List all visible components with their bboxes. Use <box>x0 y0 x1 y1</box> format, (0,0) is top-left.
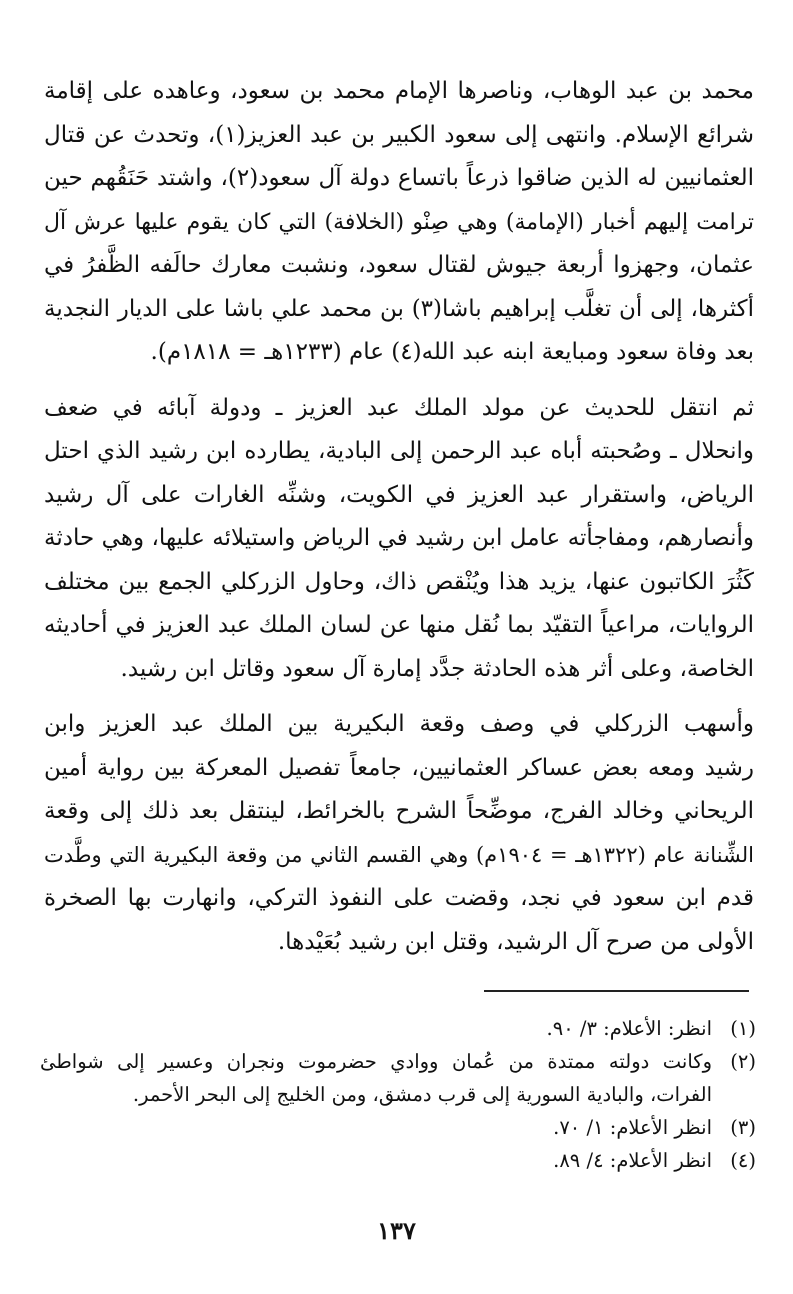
text-line: وانحلال ـ وصُحبته أباه عبد الرحمن إلى البادية، يطارده ابن رشيد الذي احتل <box>44 438 754 464</box>
text-line: الخاصة، وعلى أثر هذه الحادثة جدَّد إمارة آل سعود وقاتل ابن رشيد. <box>120 655 754 682</box>
text-line: رشيد ومعه بعض عساكر العثمانيين، جامعاً تفصيل المعركة بين رواية أمين <box>44 754 754 781</box>
footnote-separator <box>484 990 749 992</box>
footnote-number: (٣) <box>730 1116 756 1139</box>
text-line: ثم انتقل للحديث عن مولد الملك عبد العزيز ـ ودولة آبائه في ضعف <box>44 394 754 421</box>
footnote-line: وكانت دولته ممتدة من عُمان ووادي حضرموت ونجران وعسير إلى شواطئ <box>40 1050 712 1073</box>
text-line: الروايات، مراعياً التقيّد بما نُقل منها عن لسان الملك عبد العزيز في أحاديثه <box>44 612 754 638</box>
footnote-1 <box>40 1012 756 1045</box>
paragraph-gap <box>44 375 754 387</box>
book-page-body <box>44 70 754 964</box>
footnote-line: الفرات، والبادية السورية إلى قرب دمشق، ومن الخليج إلى البحر الأحمر. <box>132 1083 712 1106</box>
footnote-number: (٤) <box>730 1149 756 1172</box>
text-line: ترامت إليهم أخبار (الإمامة) وهي صِنْو (الخلافة) التي كان يقوم عليها عرش آل <box>44 209 754 235</box>
text-line: الريحاني وخالد الفرج، موضِّحاً الشرح بالخرائط، لينتقل بعد ذلك إلى وقعة <box>44 798 754 824</box>
text-line: عثمان، وجهزوا أربعة جيوش لقتال سعود، ونشبت معارك حالَفه الظَّفرُ في <box>44 252 754 278</box>
footnote-number: (١) <box>730 1017 756 1040</box>
paragraph-gap <box>44 691 754 703</box>
paragraph-2 <box>44 387 754 692</box>
text-line: بعد وفاة سعود ومبايعة ابنه عبد الله(٤) عام (١٢٣٣هـ = ١٨١٨م). <box>150 339 754 365</box>
text-line: الأولى من صرح آل الرشيد، وقتل ابن رشيد بُعَيْدها. <box>277 928 754 955</box>
footnote-text <box>40 1144 712 1177</box>
footnote-4 <box>40 1144 756 1177</box>
footnote-3 <box>40 1111 756 1144</box>
footnote-line: انظر: الأعلام: ٣/ ٩٠. <box>546 1017 712 1040</box>
text-line: أكثرها، إلى أن تغلَّب إبراهيم باشا(٣) بن محمد علي باشا على الديار النجدية <box>44 295 754 322</box>
footnotes <box>40 1012 756 1177</box>
text-line: شرائع الإسلام. وانتهى إلى سعود الكبير بن عبد العزيز(١)، وتحدث عن قتال <box>44 121 755 148</box>
text-line: العثمانيين له الذين ضاقوا ذرعاً باتساع دولة آل سعود(٢)، واشتد حَنَقُهم حين <box>44 165 754 191</box>
footnote-text <box>40 1045 712 1111</box>
footnote-line: انظر الأعلام: ١/ ٧٠. <box>553 1116 712 1139</box>
footnote-line: انظر الأعلام: ٤/ ٨٩. <box>553 1149 712 1172</box>
paragraph-1 <box>44 70 754 375</box>
text-line: كَثُرَ الكاتبون عنها، يزيد هذا ويُنْقص ذاك، وحاول الزركلي الجمع بين مختلف <box>44 568 754 595</box>
text-line: الرياض، واستقرار عبد العزيز في الكويت، وشنِّه الغارات على آل رشيد <box>44 481 754 508</box>
footnote-text <box>40 1012 712 1045</box>
text-line: وأنصارهم، ومفاجأته عامل ابن رشيد في الرياض واستيلائه عليها، وهي حادثة <box>44 525 754 551</box>
text-line: وأسهب الزركلي في وصف وقعة البكيرية بين الملك عبد العزيز وابن <box>44 711 754 737</box>
text-line: محمد بن عبد الوهاب، وناصرها الإمام محمد بن سعود، وعاهده على إقامة <box>44 78 754 104</box>
footnote-2 <box>40 1045 756 1111</box>
page-number: ١٣٧ <box>377 1216 416 1245</box>
text-line: قدم ابن سعود في نجد، وقضت على النفوذ التركي، وانهارت بها الصخرة <box>44 885 754 911</box>
text-line: الشِّنانة عام (١٣٢٢هـ = ١٩٠٤م) وهي القسم الثاني من وقعة البكيرية التي وطَّدت <box>44 842 754 867</box>
footnote-number: (٢) <box>730 1050 756 1073</box>
paragraph-3 <box>44 703 754 964</box>
footnote-text <box>40 1111 712 1144</box>
